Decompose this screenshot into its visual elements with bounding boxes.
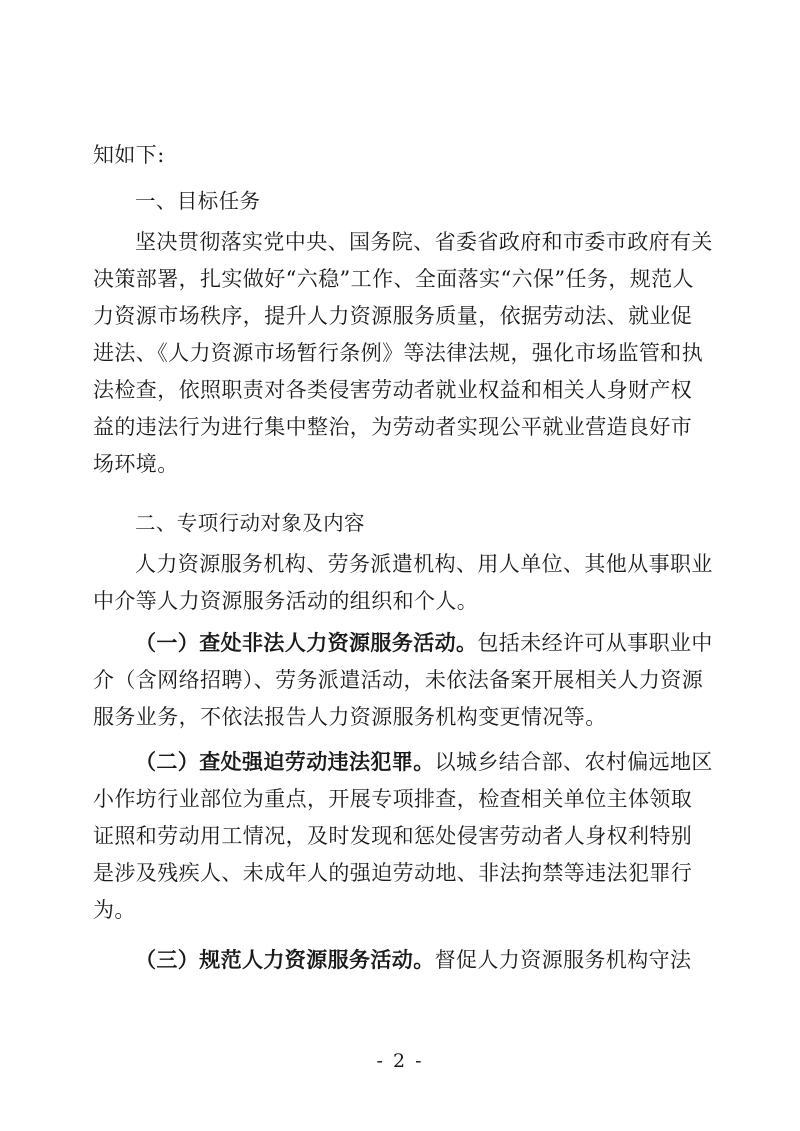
intro-paragraph: 知如下: bbox=[93, 143, 165, 167]
item-2-body: 以城乡结合部、农村偏远地区小作坊行业部位为重点，开展专项排查，检查相关单位主体领取证照和劳动用工情况，及时发现和惩处侵害劳动者人身权利特别是涉及残疾人、未成年人的强迫劳动地、非法拘禁等违法犯罪行为。 bbox=[93, 750, 713, 922]
item-3-title: （三）规范人力资源服务活动。 bbox=[135, 947, 435, 972]
item-1-paragraph bbox=[93, 624, 713, 736]
page-number: - 2 - bbox=[376, 1050, 424, 1072]
section-heading-targets: 二、专项行动对象及内容 bbox=[135, 511, 365, 535]
item-2-title: （二）查处强迫劳动违法犯罪。 bbox=[135, 749, 435, 774]
item-1-body: 包括未经许可从事职业中介（含网络招聘）、劳务派遣活动，未依法备案开展相关人力资源服务业务，不依法报告人力资源服务机构变更情况等。 bbox=[93, 631, 713, 729]
item-2-paragraph bbox=[93, 743, 713, 929]
section-targets-paragraph: 人力资源服务机构、劳务派遣机构、用人单位、其他从事职业中介等人力资源服务活动的组织和个人。 bbox=[93, 552, 713, 613]
item-3-paragraph bbox=[93, 941, 713, 979]
section-heading-goals: 一、目标任务 bbox=[135, 189, 261, 213]
item-1-title: （一）查处非法人力资源服务活动。 bbox=[135, 630, 478, 655]
section-goals-paragraph: 坚决贯彻落实党中央、国务院、省委省政府和市委市政府有关决策部署，扎实做好“六稳”工作、全面落实“六保”任务，规范人力资源市场秩序，提升人力资源服务质量，依据劳动法、就业促进法、《人力资源市场暂行条例》等法律法规，强化市场监管和执法检查，依照职责对各类侵害劳动者就业权益和相关人身财产权益的违法行为进行集中整治，为劳动者实现公平就业营造良好市场环境。 bbox=[93, 230, 713, 476]
item-3-body: 督促人力资源服务机构守法 bbox=[434, 948, 692, 972]
